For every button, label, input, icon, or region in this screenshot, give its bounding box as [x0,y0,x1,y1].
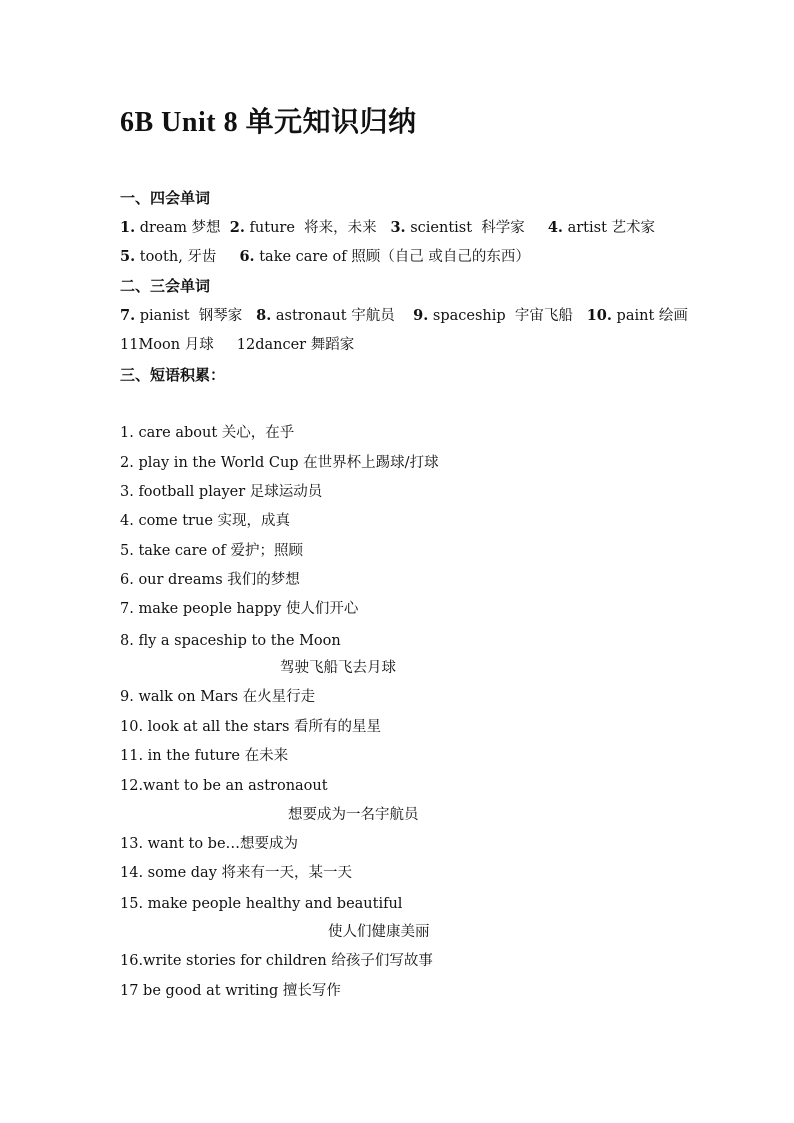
section-heading-phrases: 三、短语积累： [120,366,226,384]
item-number: 4. [547,219,563,236]
item-number: 6. [239,248,255,265]
word-row: 11Moon 月球 12dancer 舞蹈家 [120,337,355,353]
phrase-item: 4. come true 实现，成真 [120,513,291,529]
section-heading-three-skill-words: 二、三会单词 [120,277,211,295]
item-number: 9. [413,307,429,324]
word-entry: astronaut 宇航员 [271,308,414,324]
page-title: 6B Unit 8 单元知识归纳 [120,107,417,138]
word-row [120,219,655,237]
section-heading-four-skill-words: 一、四会单词 [120,189,211,207]
word-entry: pianist 钢琴家 [135,308,257,324]
word-entry: take care of 照顾（自己 或自己的东西） [254,249,530,265]
item-number: 2. [229,219,245,236]
phrase-translation: 驾驶飞船飞去月球 [280,660,396,676]
phrase-translation: 使人们健康美丽 [328,924,430,940]
item-number: 1. [120,219,136,236]
phrase-item: 12.want to be an astronaout [120,778,328,794]
word-entry: artist 艺术家 [562,220,656,236]
phrase-item: 10. look at all the stars 看所有的星星 [120,719,382,735]
word-entry: paint 绘画 [611,308,688,324]
phrase-item: 1. care about 关心，在乎 [120,425,295,441]
item-number: 8. [256,307,272,324]
word-entry: scientist 科学家 [405,220,548,236]
phrase-item: 11. in the future 在未来 [120,748,289,764]
item-number: 5. [120,248,136,265]
phrase-item: 3. football player 足球运动员 [120,484,323,500]
phrase-translation: 想要成为一名宇航员 [288,807,419,823]
item-number: 7. [120,307,136,324]
word-entry: future 将来，未来 [244,220,391,236]
phrase-item: 7. make people happy 使人们开心 [120,601,359,617]
phrase-item: 8. fly a spaceship to the Moon [120,633,341,649]
word-entry: spaceship 宇宙飞船 [428,308,587,324]
phrase-item: 5. take care of 爱护；照顾 [120,543,303,559]
phrase-item: 13. want to be…想要成为 [120,836,299,852]
phrase-item: 15. make people healthy and beautiful [120,896,403,912]
item-number: 10. [586,307,612,324]
phrase-item: 9. walk on Mars 在火星行走 [120,689,316,705]
word-entry: dream 梦想 [135,220,230,236]
word-row [120,248,530,266]
item-number: 3. [390,219,406,236]
word-row [120,307,688,325]
word-entry: tooth, 牙齿 [135,249,240,265]
phrase-item: 14. some day 将来有一天，某一天 [120,865,353,881]
phrase-item: 6. our dreams 我们的梦想 [120,572,300,588]
phrase-item: 16.write stories for children 给孩子们写故事 [120,953,433,969]
phrase-item: 2. play in the World Cup 在世界杯上踢球/打球 [120,455,439,471]
phrase-item: 17 be good at writing 擅长写作 [120,983,341,999]
